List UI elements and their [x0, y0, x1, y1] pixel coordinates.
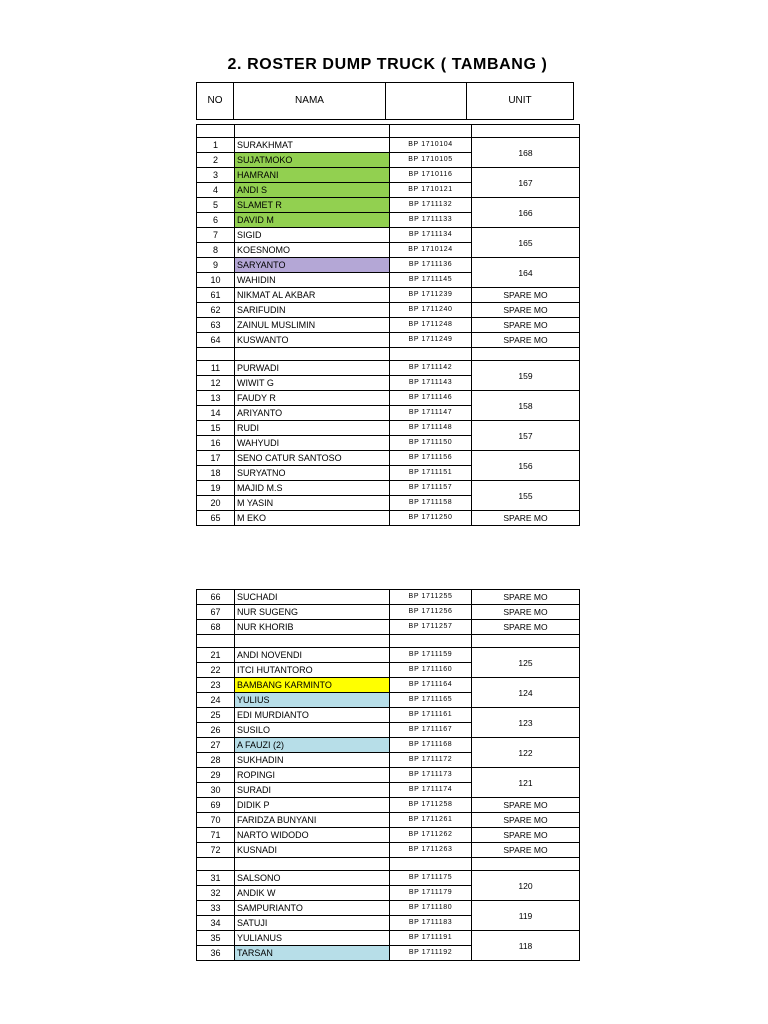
row-bp-id: BP 1711256 — [390, 605, 472, 620]
row-unit: 119 — [472, 901, 580, 931]
row-name: SLAMET R — [235, 198, 390, 213]
row-name: MAJID M.S — [235, 481, 390, 496]
row-name: FARIDZA BUNYANI — [235, 813, 390, 828]
header-no: NO — [197, 83, 234, 120]
row-name: ANDIK W — [235, 886, 390, 901]
row-bp-id: BP 1711239 — [390, 288, 472, 303]
row-no: 33 — [197, 901, 235, 916]
row-name: RUDI — [235, 421, 390, 436]
row-no: 31 — [197, 871, 235, 886]
row-no: 5 — [197, 198, 235, 213]
row-bp-id: BP 1711168 — [390, 738, 472, 753]
table-row — [197, 168, 580, 183]
row-name: KUSNADI — [235, 843, 390, 858]
row-name: SALSONO — [235, 871, 390, 886]
row-unit: SPARE MO — [472, 798, 580, 813]
row-unit: 156 — [472, 451, 580, 481]
table-row — [197, 738, 580, 753]
row-bp-id: BP 1711173 — [390, 768, 472, 783]
row-bp-id: BP 1710104 — [390, 138, 472, 153]
row-no: 71 — [197, 828, 235, 843]
row-unit: 125 — [472, 648, 580, 678]
row-no: 17 — [197, 451, 235, 466]
row-name: PURWADI — [235, 361, 390, 376]
row-no: 26 — [197, 723, 235, 738]
row-bp-id: BP 1710124 — [390, 243, 472, 258]
row-bp-id: BP 1711255 — [390, 590, 472, 605]
table-row — [197, 511, 580, 526]
blank-cell — [235, 348, 390, 361]
row-no: 18 — [197, 466, 235, 481]
row-no: 32 — [197, 886, 235, 901]
row-unit: SPARE MO — [472, 620, 580, 635]
row-bp-id: BP 1711158 — [390, 496, 472, 511]
row-no: 20 — [197, 496, 235, 511]
row-no: 63 — [197, 318, 235, 333]
row-no: 64 — [197, 333, 235, 348]
blank-cell — [390, 348, 472, 361]
row-bp-id: BP 1711143 — [390, 376, 472, 391]
table-row — [197, 288, 580, 303]
row-no: 68 — [197, 620, 235, 635]
table-row — [197, 481, 580, 496]
row-bp-id: BP 1711146 — [390, 391, 472, 406]
row-no: 4 — [197, 183, 235, 198]
row-no: 19 — [197, 481, 235, 496]
row-bp-id: BP 1711248 — [390, 318, 472, 333]
row-bp-id: BP 1711151 — [390, 466, 472, 481]
blank-cell — [197, 635, 235, 648]
row-bp-id: BP 1711145 — [390, 273, 472, 288]
row-name: KUSWANTO — [235, 333, 390, 348]
row-bp-id: BP 1711174 — [390, 783, 472, 798]
row-bp-id: BP 1711161 — [390, 708, 472, 723]
row-bp-id: BP 1711191 — [390, 931, 472, 946]
row-no: 70 — [197, 813, 235, 828]
row-bp-id: BP 1710121 — [390, 183, 472, 198]
row-no: 2 — [197, 153, 235, 168]
table-row — [197, 828, 580, 843]
row-bp-id: BP 1711175 — [390, 871, 472, 886]
row-unit: 168 — [472, 138, 580, 168]
row-name: FAUDY R — [235, 391, 390, 406]
row-bp-id: BP 1711159 — [390, 648, 472, 663]
row-unit: SPARE MO — [472, 511, 580, 526]
row-name: SUCHADI — [235, 590, 390, 605]
blank-cell — [390, 858, 472, 871]
blank-cell — [472, 858, 580, 871]
row-no: 7 — [197, 228, 235, 243]
blank-row — [197, 125, 580, 138]
row-no: 65 — [197, 511, 235, 526]
header-nama: NAMA — [234, 83, 386, 120]
row-unit: SPARE MO — [472, 843, 580, 858]
row-no: 1 — [197, 138, 235, 153]
row-unit: 159 — [472, 361, 580, 391]
row-name: SIGID — [235, 228, 390, 243]
row-no: 8 — [197, 243, 235, 258]
row-name: YULIANUS — [235, 931, 390, 946]
row-name: SUJATMOKO — [235, 153, 390, 168]
table-row — [197, 258, 580, 273]
row-no: 21 — [197, 648, 235, 663]
row-bp-id: BP 1711160 — [390, 663, 472, 678]
row-bp-id: BP 1711192 — [390, 946, 472, 961]
row-no: 69 — [197, 798, 235, 813]
row-name: A FAUZI (2) — [235, 738, 390, 753]
table-row — [197, 198, 580, 213]
row-name: NUR KHORIB — [235, 620, 390, 635]
row-name: SARIFUDIN — [235, 303, 390, 318]
blank-cell — [472, 125, 580, 138]
table-row — [197, 931, 580, 946]
table-row — [197, 768, 580, 783]
blank-cell — [235, 858, 390, 871]
row-unit: 166 — [472, 198, 580, 228]
row-name: ITCI HUTANTORO — [235, 663, 390, 678]
row-unit: SPARE MO — [472, 590, 580, 605]
header-unit: UNIT — [467, 83, 574, 120]
row-bp-id: BP 1711249 — [390, 333, 472, 348]
table-row — [197, 391, 580, 406]
row-bp-id: BP 1711257 — [390, 620, 472, 635]
row-unit: 157 — [472, 421, 580, 451]
row-name: ROPINGI — [235, 768, 390, 783]
row-name: WAHIDIN — [235, 273, 390, 288]
blank-cell — [390, 635, 472, 648]
blank-cell — [390, 125, 472, 138]
row-no: 15 — [197, 421, 235, 436]
blank-cell — [472, 348, 580, 361]
row-no: 30 — [197, 783, 235, 798]
row-name: DIDIK P — [235, 798, 390, 813]
row-no: 9 — [197, 258, 235, 273]
row-name: SURAKHMAT — [235, 138, 390, 153]
row-name: SAMPURIANTO — [235, 901, 390, 916]
row-no: 11 — [197, 361, 235, 376]
row-name: NARTO WIDODO — [235, 828, 390, 843]
blank-row — [197, 348, 580, 361]
table-row — [197, 871, 580, 886]
row-name: TARSAN — [235, 946, 390, 961]
row-unit: SPARE MO — [472, 813, 580, 828]
blank-cell — [235, 125, 390, 138]
row-name: HAMRANI — [235, 168, 390, 183]
row-bp-id: BP 1711134 — [390, 228, 472, 243]
table-row — [197, 678, 580, 693]
table-row — [197, 620, 580, 635]
row-bp-id: BP 1710105 — [390, 153, 472, 168]
table-row — [197, 798, 580, 813]
row-unit: SPARE MO — [472, 303, 580, 318]
row-name: SARYANTO — [235, 258, 390, 273]
row-bp-id: BP 1711240 — [390, 303, 472, 318]
row-bp-id: BP 1711261 — [390, 813, 472, 828]
row-no: 23 — [197, 678, 235, 693]
table-row — [197, 605, 580, 620]
row-unit: SPARE MO — [472, 605, 580, 620]
row-name: YULIUS — [235, 693, 390, 708]
row-unit: SPARE MO — [472, 828, 580, 843]
row-no: 35 — [197, 931, 235, 946]
row-unit: 124 — [472, 678, 580, 708]
table-row — [197, 708, 580, 723]
table-row — [197, 138, 580, 153]
row-name: SUKHADIN — [235, 753, 390, 768]
table-row — [197, 843, 580, 858]
row-name: BAMBANG KARMINTO — [235, 678, 390, 693]
row-name: SATUJI — [235, 916, 390, 931]
row-name: SENO CATUR SANTOSO — [235, 451, 390, 466]
row-unit: SPARE MO — [472, 318, 580, 333]
row-name: ANDI S — [235, 183, 390, 198]
row-no: 24 — [197, 693, 235, 708]
row-bp-id: BP 1711180 — [390, 901, 472, 916]
row-no: 13 — [197, 391, 235, 406]
row-name: WIWIT G — [235, 376, 390, 391]
row-bp-id: BP 1711179 — [390, 886, 472, 901]
row-no: 29 — [197, 768, 235, 783]
row-name: NIKMAT AL AKBAR — [235, 288, 390, 303]
row-name: ANDI NOVENDI — [235, 648, 390, 663]
row-bp-id: BP 1711167 — [390, 723, 472, 738]
row-no: 36 — [197, 946, 235, 961]
table-row — [197, 361, 580, 376]
row-no: 12 — [197, 376, 235, 391]
row-bp-id: BP 1711148 — [390, 421, 472, 436]
roster-header — [196, 82, 574, 120]
row-no: 61 — [197, 288, 235, 303]
row-no: 66 — [197, 590, 235, 605]
table-row — [197, 303, 580, 318]
row-name: M EKO — [235, 511, 390, 526]
table-row — [197, 813, 580, 828]
row-unit: 120 — [472, 871, 580, 901]
row-unit: SPARE MO — [472, 333, 580, 348]
row-no: 28 — [197, 753, 235, 768]
table-row — [197, 421, 580, 436]
row-name: SUSILO — [235, 723, 390, 738]
row-unit: 118 — [472, 931, 580, 961]
row-name: DAVID M — [235, 213, 390, 228]
row-no: 16 — [197, 436, 235, 451]
row-name: SURADI — [235, 783, 390, 798]
row-name: ARIYANTO — [235, 406, 390, 421]
row-bp-id: BP 1711156 — [390, 451, 472, 466]
roster-table-2 — [196, 589, 580, 961]
row-bp-id: BP 1711262 — [390, 828, 472, 843]
blank-row — [197, 858, 580, 871]
row-unit: 155 — [472, 481, 580, 511]
row-name: KOESNOMO — [235, 243, 390, 258]
row-no: 22 — [197, 663, 235, 678]
row-unit: 164 — [472, 258, 580, 288]
table-row — [197, 901, 580, 916]
roster-table-1 — [196, 124, 580, 526]
row-no: 72 — [197, 843, 235, 858]
row-bp-id: BP 1711263 — [390, 843, 472, 858]
row-no: 3 — [197, 168, 235, 183]
row-unit: 158 — [472, 391, 580, 421]
row-unit: 122 — [472, 738, 580, 768]
row-name: ZAINUL MUSLIMIN — [235, 318, 390, 333]
row-no: 62 — [197, 303, 235, 318]
row-no: 27 — [197, 738, 235, 753]
table-row — [197, 228, 580, 243]
row-no: 10 — [197, 273, 235, 288]
row-unit: 167 — [472, 168, 580, 198]
row-no: 67 — [197, 605, 235, 620]
row-name: SURYATNO — [235, 466, 390, 481]
row-bp-id: BP 1711157 — [390, 481, 472, 496]
row-no: 6 — [197, 213, 235, 228]
row-no: 34 — [197, 916, 235, 931]
blank-cell — [197, 348, 235, 361]
blank-row — [197, 635, 580, 648]
blank-cell — [235, 635, 390, 648]
row-bp-id: BP 1711142 — [390, 361, 472, 376]
row-unit: SPARE MO — [472, 288, 580, 303]
row-unit: 165 — [472, 228, 580, 258]
row-name: NUR SUGENG — [235, 605, 390, 620]
row-no: 14 — [197, 406, 235, 421]
row-name: WAHYUDI — [235, 436, 390, 451]
row-name: M YASIN — [235, 496, 390, 511]
row-name: EDI MURDIANTO — [235, 708, 390, 723]
blank-cell — [197, 125, 235, 138]
row-bp-id: BP 1711133 — [390, 213, 472, 228]
table-row — [197, 333, 580, 348]
table-row — [197, 648, 580, 663]
row-bp-id: BP 1711172 — [390, 753, 472, 768]
table-row — [197, 451, 580, 466]
row-bp-id: BP 1711250 — [390, 511, 472, 526]
header-blank — [386, 83, 467, 120]
row-bp-id: BP 1711164 — [390, 678, 472, 693]
row-bp-id: BP 1711165 — [390, 693, 472, 708]
row-bp-id: BP 1711132 — [390, 198, 472, 213]
row-bp-id: BP 1711150 — [390, 436, 472, 451]
blank-cell — [197, 858, 235, 871]
table-row — [197, 590, 580, 605]
row-bp-id: BP 1710116 — [390, 168, 472, 183]
row-bp-id: BP 1711183 — [390, 916, 472, 931]
table-row — [197, 318, 580, 333]
blank-cell — [472, 635, 580, 648]
row-bp-id: BP 1711147 — [390, 406, 472, 421]
row-unit: 123 — [472, 708, 580, 738]
row-bp-id: BP 1711258 — [390, 798, 472, 813]
row-bp-id: BP 1711136 — [390, 258, 472, 273]
row-no: 25 — [197, 708, 235, 723]
page-title: 2. ROSTER DUMP TRUCK ( TAMBANG ) — [227, 56, 548, 73]
row-unit: 121 — [472, 768, 580, 798]
